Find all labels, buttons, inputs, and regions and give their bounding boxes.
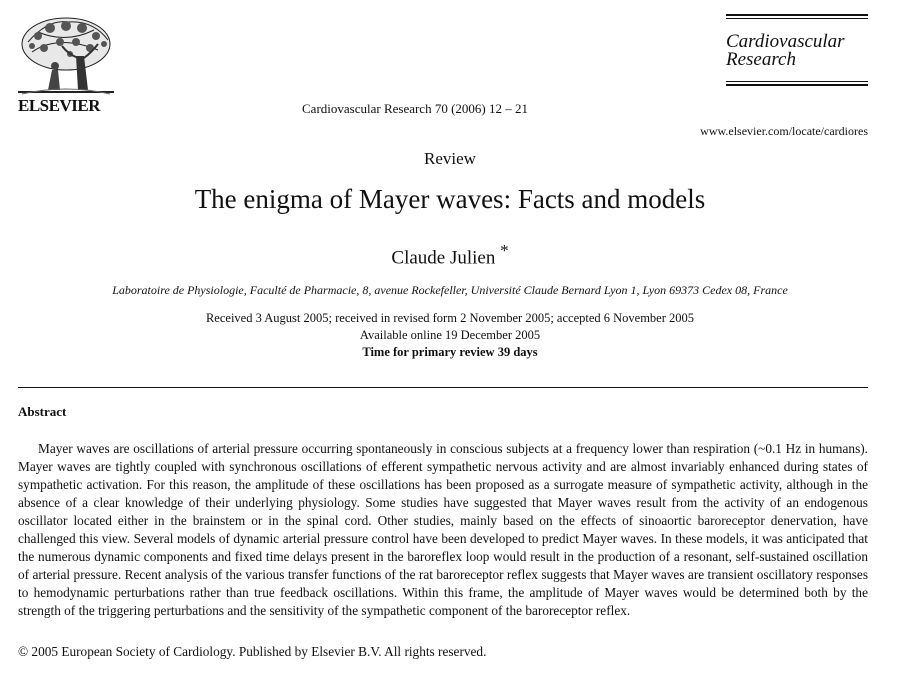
journal-title-line-1: Cardiovascular <box>726 31 845 52</box>
abstract-paragraph: Mayer waves are oscillations of arterial pressure occurring spontaneously in conscious subjects at a frequency lower than respiration (~0.1 Hz in humans). Mayer waves are tightly coupled with synchronous oscillations of efferent sympathetic nervous activity and are almost invariably enhanced during states of sympathetic activation. For this reason, the amplitude of these oscillations has been proposed as a surrogate measure of sympathetic activity, although in the absence of a clear knowledge of their underlying physiology. Some studies have suggested that Mayer waves result from the activity of an endogenous oscillator located either in the brainstem or in the spinal cord. Other studies, mainly based on the effects of sinoaortic baroreceptor denervation, have challenged this view. Several models of dynamic arterial pressure control have been developed to predict Mayer waves. In these models, it was anticipated that the numerous dynamic components and fixed time delays present in the baroreflex loop would result in the production of a resonant, self-sustained oscillation of arterial pressure. Recent analysis of the various transfer functions of the rat baroreceptor reflex suggests that Mayer waves are transient oscillatory responses to hemodynamic perturbations rather than true feedback oscillations. Within this frame, the amplitude of Mayer waves would be determined both by the strength of the triggering perturbations and the sensitivity of the sympathetic component of the baroreceptor reflex. <box>18 441 868 618</box>
publisher-name: ELSEVIER <box>18 96 100 115</box>
author-affiliation: Laboratoire de Physiologie, Faculté de Pharmacie, 8, avenue Rockefeller, Université Claude Bernard Lyon 1, Lyon 69373 Cedex 08, France <box>112 283 788 297</box>
article-history <box>0 310 900 361</box>
available-online: Available online 19 December 2005 <box>359 328 541 342</box>
journal-citation: Cardiovascular Research 70 (2006) 12 – 21 <box>302 101 528 116</box>
article-title: The enigma of Mayer waves: Facts and models <box>194 184 706 214</box>
author-name[interactable]: Claude Julien <box>391 247 496 269</box>
masthead-rule <box>726 14 868 16</box>
author-footnote-mark[interactable]: * <box>500 241 509 260</box>
journal-masthead <box>726 14 868 88</box>
journal-title <box>726 21 868 81</box>
review-time: Time for primary review 39 days <box>362 345 538 359</box>
abstract-body <box>18 440 868 620</box>
masthead-rule <box>726 84 868 86</box>
masthead-rule <box>726 81 868 82</box>
received-dates: Received 3 August 2005; received in revised form 2 November 2005; accepted 6 November 2005 <box>205 311 695 325</box>
section-divider <box>18 387 868 388</box>
journal-url[interactable]: www.elsevier.com/locate/cardiores <box>700 124 868 138</box>
journal-title-line-2: Research <box>726 49 796 70</box>
abstract-heading: Abstract <box>18 404 67 419</box>
article-type: Review <box>424 149 476 168</box>
masthead-rule <box>726 18 868 19</box>
author-line <box>0 241 900 269</box>
copyright-notice: © 2005 European Society of Cardiology. Published by Elsevier B.V. All rights reserved. <box>18 644 487 659</box>
